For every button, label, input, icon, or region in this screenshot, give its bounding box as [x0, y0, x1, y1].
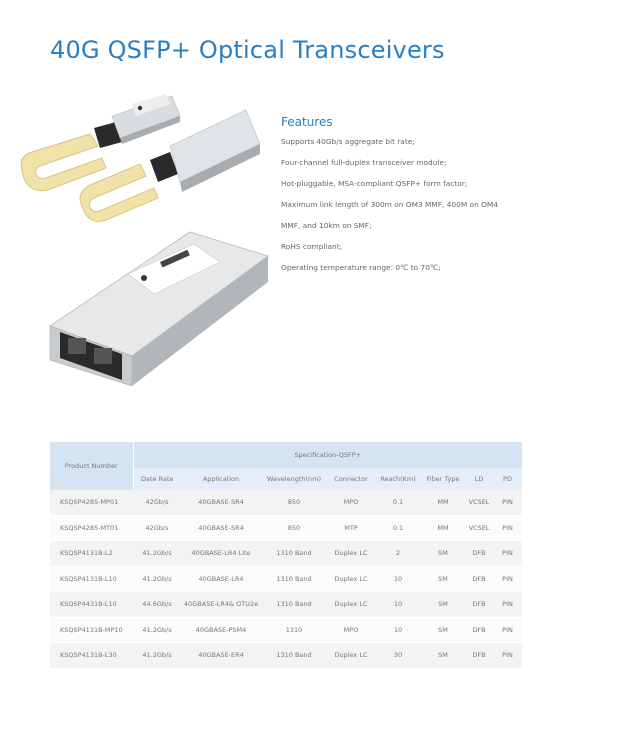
table-cell: DFB [465, 617, 493, 643]
table-cell: 30 [375, 643, 421, 669]
table-cell: MM [421, 515, 465, 541]
table-cell: PIN [493, 515, 522, 541]
table-cell: Duplex LC [327, 592, 375, 618]
table-cell: 40GBASE-LR4& OTU2e [181, 592, 261, 618]
table-cell: 41.2Gb/s [133, 541, 181, 567]
page-title: 40G QSFP+ Optical Transceivers [50, 36, 445, 64]
table-cell: KSQSP4285-MP01 [50, 490, 133, 515]
feature-item: Four-channel full-duplex transceiver module; [281, 158, 447, 167]
table-cell: DFB [465, 541, 493, 567]
table-cell: 2 [375, 541, 421, 567]
table-cell: 0.1 [375, 490, 421, 515]
table-cell: MPO [327, 617, 375, 643]
feature-item: Supports 40Gb/s aggregate bit rate; [281, 137, 415, 146]
table-cell: MTP [327, 515, 375, 541]
table-cell: SM [421, 643, 465, 669]
table-cell: 1310 Band [261, 566, 327, 592]
column-header: Wavelength(nm) [261, 468, 327, 490]
table-cell: PIN [493, 566, 522, 592]
feature-item: RoHS compliant; [281, 242, 343, 251]
table-cell: 1310 Band [261, 592, 327, 618]
features-list [281, 137, 541, 273]
table-cell: PIN [493, 592, 522, 618]
spec-table [50, 442, 522, 669]
feature-item: MMF, and 10km on SMF; [281, 221, 372, 230]
table-cell: 41.2Gb/s [133, 617, 181, 643]
table-cell: 0.1 [375, 515, 421, 541]
table-cell: 10 [375, 566, 421, 592]
table-cell: DFB [465, 566, 493, 592]
table-cell: 850 [261, 490, 327, 515]
table-cell: DFB [465, 592, 493, 618]
column-header: Fiber Type [421, 468, 465, 490]
feature-item: Operating temperature range: 0℃ to 70℃; [281, 263, 441, 272]
table-cell: 850 [261, 515, 327, 541]
spec-header: Specification-QSFP+ [133, 442, 522, 468]
table-cell: Duplex LC [327, 566, 375, 592]
features-heading: Features [281, 115, 333, 129]
table-cell: KSQSP4131B-L30 [50, 643, 133, 669]
table-cell: Duplex LC [327, 541, 375, 567]
table-cell: PIN [493, 490, 522, 515]
table-cell: 40GBASE-ER4 [181, 643, 261, 669]
column-header: PD [493, 468, 522, 490]
features-section [281, 115, 541, 284]
table-row [50, 617, 522, 643]
transceiver-image-3 [50, 232, 268, 386]
table-cell: 42Gb/s [133, 490, 181, 515]
table-cell: SM [421, 566, 465, 592]
table-cell: SM [421, 592, 465, 618]
table-cell: KSQSP4131B-L2 [50, 541, 133, 567]
column-header: Application [181, 468, 261, 490]
feature-item: Maximum link length of 300m on OM3 MMF, 400M on OM4 [281, 200, 499, 209]
table-cell: 40GBASE-LR4 [181, 566, 261, 592]
table-cell: 1310 [261, 617, 327, 643]
table-cell: PIN [493, 643, 522, 669]
product-number-header: Product Number [50, 442, 133, 490]
table-row [50, 515, 522, 541]
table-row [50, 643, 522, 669]
table-cell: MPO [327, 490, 375, 515]
table-cell: VCSEL [465, 490, 493, 515]
feature-item: Hot-pluggable, MSA-compliant QSFP+ form factor; [281, 179, 468, 188]
table-cell: 1310 Band [261, 541, 327, 567]
table-cell: DFB [465, 643, 493, 669]
table-cell: VCSEL [465, 515, 493, 541]
table-cell: PIN [493, 617, 522, 643]
column-header: Reach(Km) [375, 468, 421, 490]
table-cell: 41.2Gb/s [133, 643, 181, 669]
table-cell: 1310 Band [261, 643, 327, 669]
table-cell: 41.2Gb/s [133, 566, 181, 592]
table-cell: Duplex LC [327, 643, 375, 669]
table-cell: 44.6Gb/s [133, 592, 181, 618]
table-row [50, 541, 522, 567]
column-header: Date Rate [133, 468, 181, 490]
table-row [50, 592, 522, 618]
product-images [20, 86, 270, 396]
table-cell: KSQSP4285-MT01 [50, 515, 133, 541]
table-cell: 40GBASE-SR4 [181, 515, 261, 541]
table-row [50, 490, 522, 515]
table-cell: 42Gb/s [133, 515, 181, 541]
column-header: Connector [327, 468, 375, 490]
column-header: LD [465, 468, 493, 490]
table-cell: 10 [375, 592, 421, 618]
table-cell: KSQSP4131B-MP10 [50, 617, 133, 643]
table-cell: SM [421, 617, 465, 643]
table-cell: KSQSP4131B-L10 [50, 566, 133, 592]
table-cell: 40GBASE-PSM4 [181, 617, 261, 643]
table-cell: KSQSP4431B-L10 [50, 592, 133, 618]
table-cell: PIN [493, 541, 522, 567]
table-cell: 10 [375, 617, 421, 643]
table-cell: 40GBASE-SR4 [181, 490, 261, 515]
table-cell: 40GBASE-LR4 Lite [181, 541, 261, 567]
table-row [50, 566, 522, 592]
table-cell: SM [421, 541, 465, 567]
table-cell: MM [421, 490, 465, 515]
